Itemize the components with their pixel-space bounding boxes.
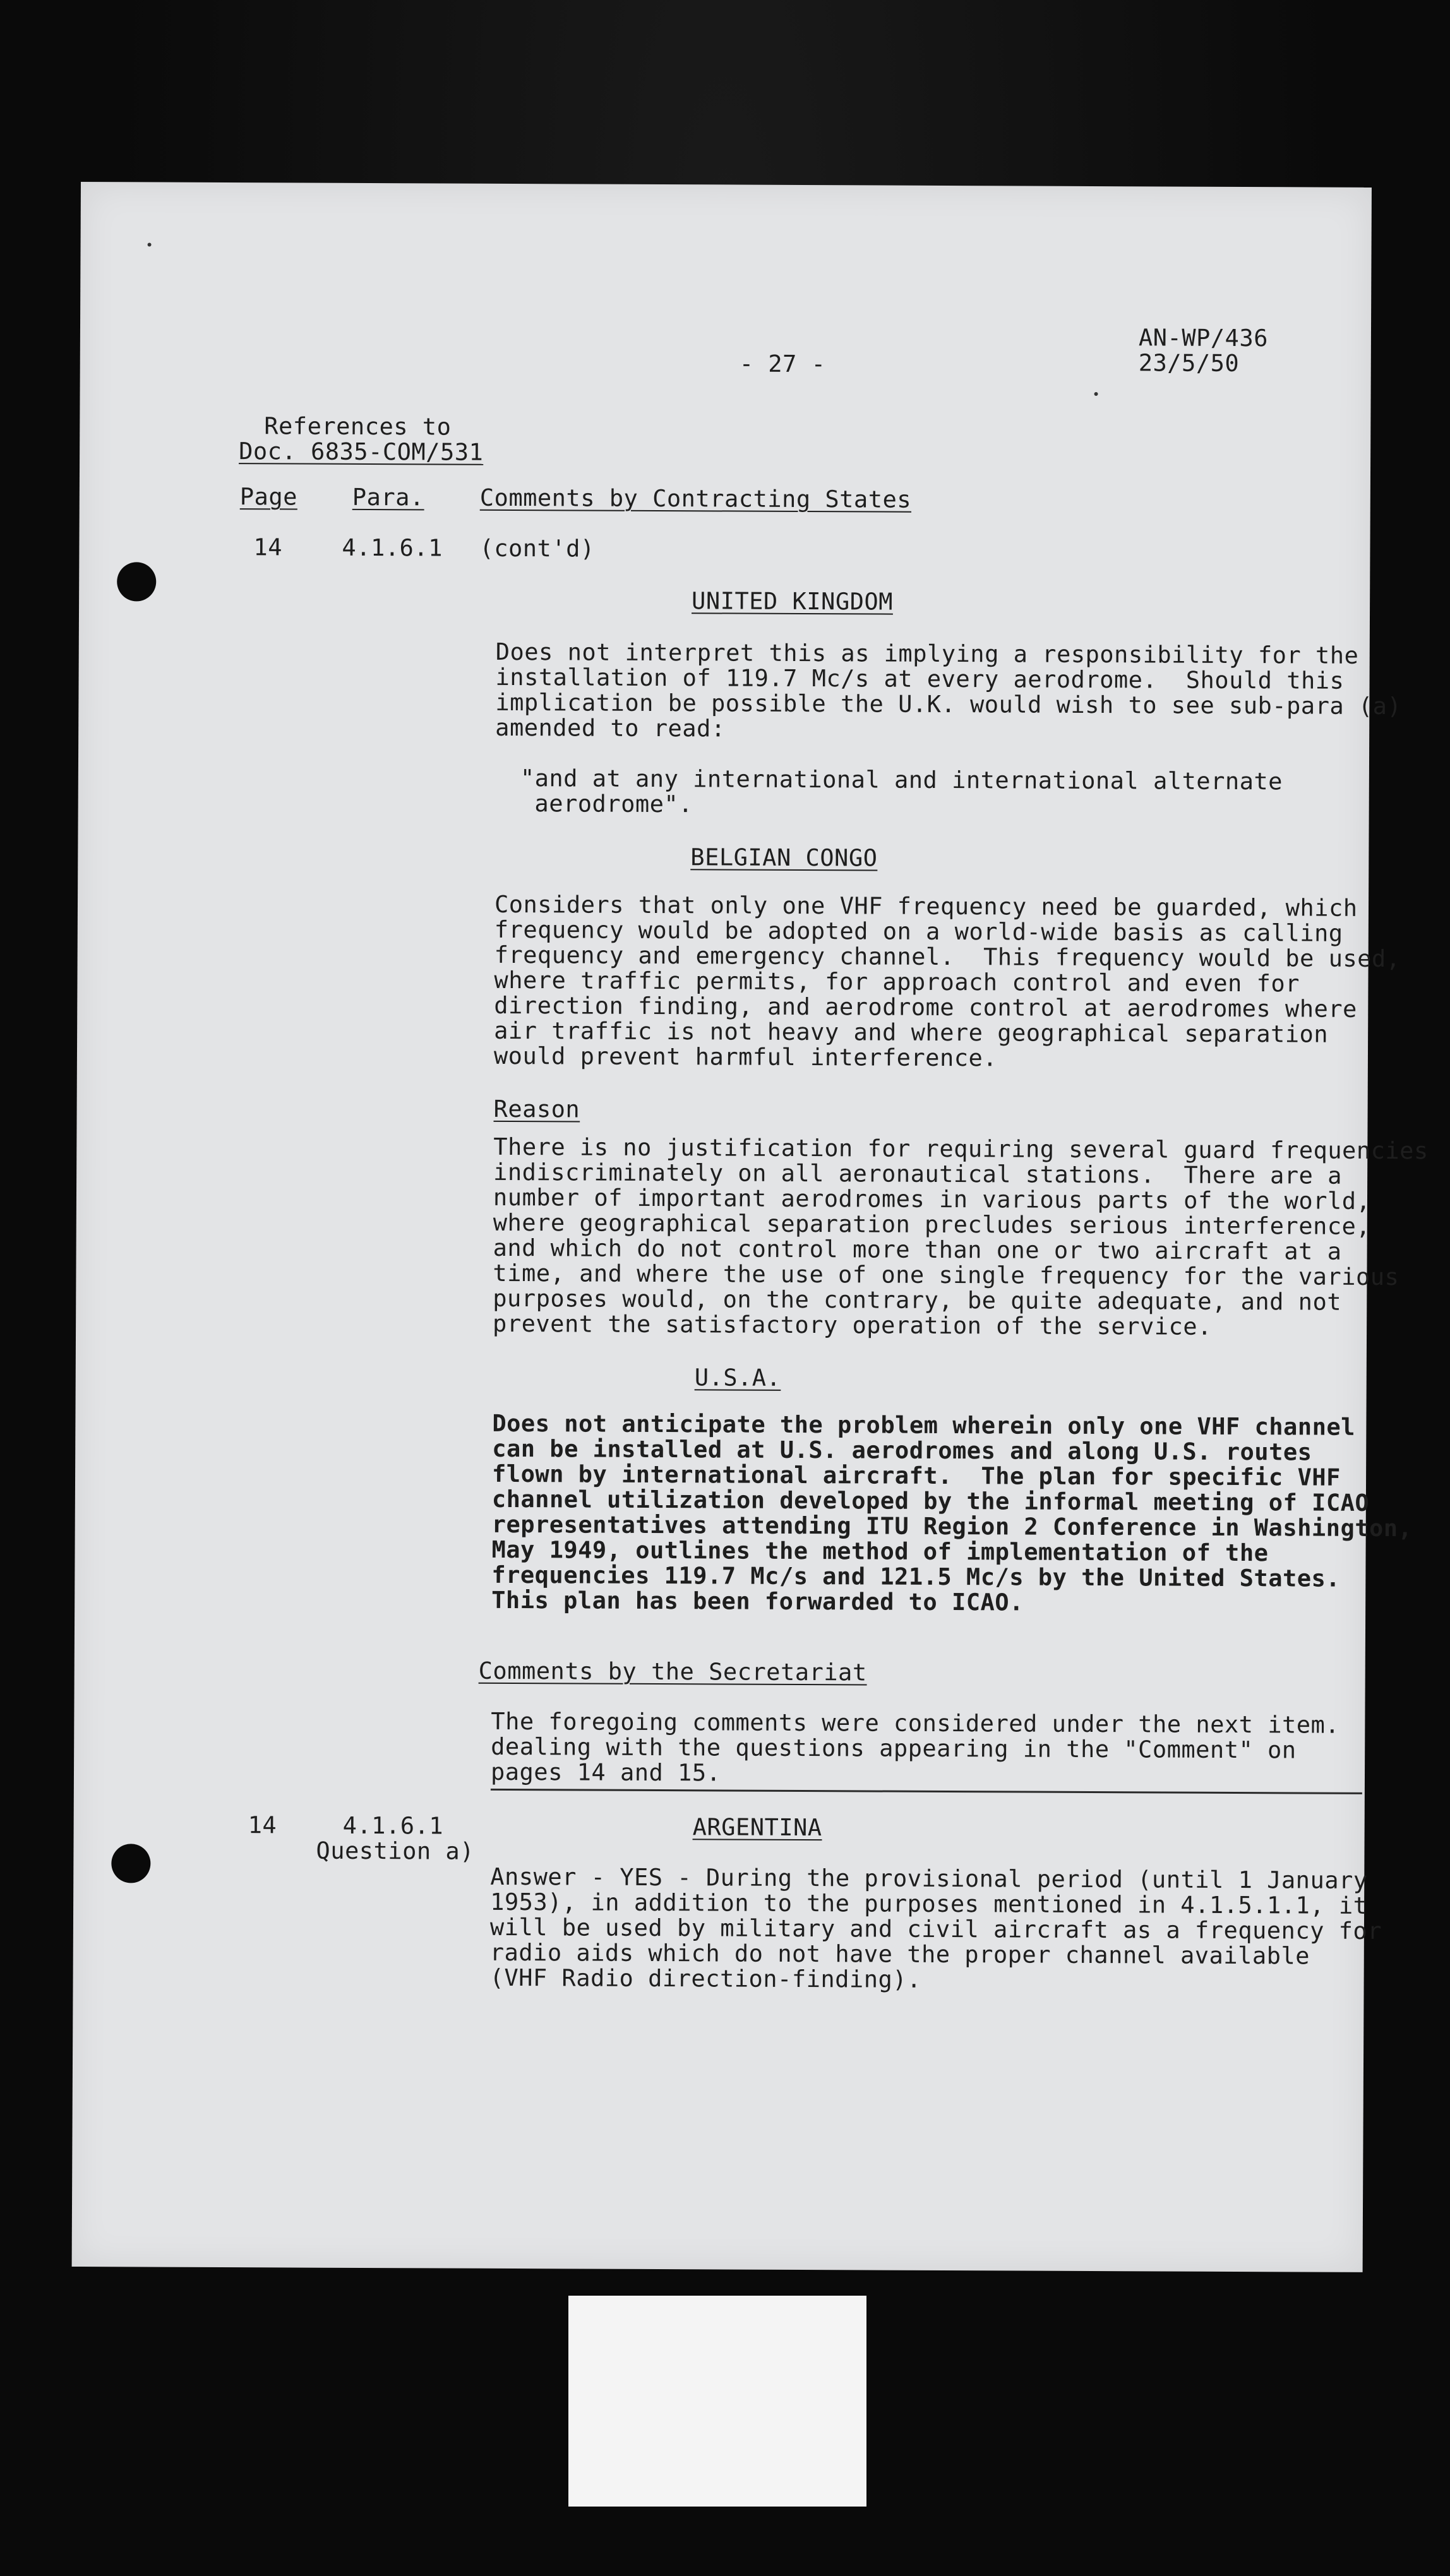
section-heading-secretariat: Comments by the Secretariat — [478, 1657, 867, 1686]
references-doc: Doc. 6835-COM/531 — [239, 438, 484, 466]
usa-text-line: flown by international aircraft. The plan for specific VHF — [491, 1460, 1341, 1491]
reason-text-line: indiscriminately on all aeronautical stations. There are a — [493, 1158, 1343, 1190]
reason-label: Reason — [493, 1095, 580, 1123]
secretariat-text-line: dealing with the questions appearing in the "Comment" on — [491, 1732, 1297, 1764]
usa-text-line: This plan has been forwarded to ICAO. — [491, 1586, 1024, 1616]
document-date: 23/5/50 — [1138, 349, 1240, 378]
entry-page: 14 — [253, 534, 283, 561]
argentina-text-line: 1953), in addition to the purposes mentioned in 4.1.5.1.1, it — [490, 1888, 1368, 1919]
belgian-congo-text-line: frequency and emergency channel. This frequency would be used, — [494, 941, 1401, 973]
usa-text-line: representatives attending ITU Region 2 Conference in Washington, — [491, 1510, 1413, 1542]
argentina-text-line: Answer - YES - During the provisional period (until 1 January — [490, 1863, 1368, 1894]
uk-text-line: implication be possible the U.K. would wish to see sub-para (a) — [495, 688, 1402, 720]
entry-para: 4.1.6.1 — [342, 1811, 444, 1840]
reason-text-line: where geographical separation precludes serious interference, — [493, 1208, 1371, 1240]
usa-text-line: May 1949, outlines the method of implementation of the — [491, 1535, 1269, 1567]
entry-page: 14 — [248, 1811, 277, 1839]
entry-continued: (cont'd) — [479, 534, 595, 563]
punch-hole-bottom — [111, 1844, 150, 1883]
reason-text-line: There is no justification for requiring several guard frequencies — [493, 1133, 1429, 1165]
references-label: References to — [264, 412, 452, 441]
reason-text-line: prevent the satisfactory operation of the service. — [493, 1309, 1212, 1340]
column-comments: Comments by Contracting States — [479, 484, 912, 513]
uk-quote-line: aerodrome". — [520, 790, 693, 818]
belgian-congo-text-line: direction finding, and aerodrome control at aerodromes where — [494, 991, 1357, 1023]
reason-text-line: time, and where the use of one single frequency for the various — [493, 1259, 1399, 1291]
speck — [148, 242, 152, 246]
usa-text-line: Does not anticipate the problem wherein only one VHF channel — [492, 1409, 1356, 1441]
belgian-congo-text-line: Considers that only one VHF frequency need be guarded, which — [494, 890, 1358, 922]
column-para: Para. — [352, 483, 424, 511]
speck — [1094, 392, 1098, 396]
uk-text-line: amended to read: — [495, 713, 726, 742]
belgian-congo-text-line: where traffic permits, for approach control and even for — [494, 966, 1300, 998]
blank-card — [568, 2296, 866, 2507]
reason-text-line: purposes would, on the contrary, be quite adequate, and not — [493, 1284, 1342, 1316]
reason-text-line: and which do not control more than one or two aircraft at a — [493, 1234, 1342, 1265]
belgian-congo-text-line: air traffic is not heavy and where geographical separation — [494, 1017, 1329, 1048]
column-page: Page — [239, 483, 298, 511]
divider-rule — [491, 1789, 1362, 1794]
usa-text-line: frequencies 119.7 Mc/s and 121.5 Mc/s by the United States. — [491, 1561, 1341, 1592]
section-heading-usa: U.S.A. — [694, 1364, 781, 1392]
entry-para: 4.1.6.1 — [342, 534, 443, 562]
uk-text-line: installation of 119.7 Mc/s at every aerodrome. Should this — [495, 663, 1345, 695]
belgian-congo-text-line: frequency would be adopted on a world-wide basis as calling — [494, 915, 1343, 947]
page-number: - 27 - — [739, 350, 826, 378]
entry-question: Question a) — [316, 1837, 475, 1865]
usa-text-line: can be installed at U.S. aerodromes and along U.S. routes — [492, 1434, 1312, 1466]
usa-text-line: channel utilization developed by the informal meeting of ICAO — [491, 1485, 1370, 1517]
argentina-text-line: radio aids which do not have the proper channel available — [489, 1938, 1310, 1970]
section-heading-united-kingdom: UNITED KINGDOM — [692, 587, 894, 616]
punch-hole-top — [117, 562, 156, 601]
argentina-text-line: (VHF Radio direction-finding). — [489, 1964, 921, 1993]
argentina-text-line: will be used by military and civil aircraft as a frequency for — [489, 1913, 1382, 1945]
secretariat-text-line: The foregoing comments were considered under the next item. — [491, 1707, 1340, 1739]
uk-quote-line: "and at any international and international alternate — [520, 765, 1283, 796]
belgian-congo-text-line: would prevent harmful interference. — [493, 1042, 998, 1072]
section-heading-belgian-congo: BELGIAN CONGO — [690, 844, 878, 872]
section-heading-argentina: ARGENTINA — [692, 1813, 822, 1842]
reason-text-line: number of important aerodromes in various parts of the world, — [493, 1183, 1371, 1215]
uk-text-line: Does not interpret this as implying a responsibility for the — [495, 638, 1359, 669]
document-reference: AN-WP/436 — [1138, 324, 1269, 352]
secretariat-text-line: pages 14 and 15. — [490, 1758, 721, 1787]
document-page — [72, 182, 1429, 2272]
